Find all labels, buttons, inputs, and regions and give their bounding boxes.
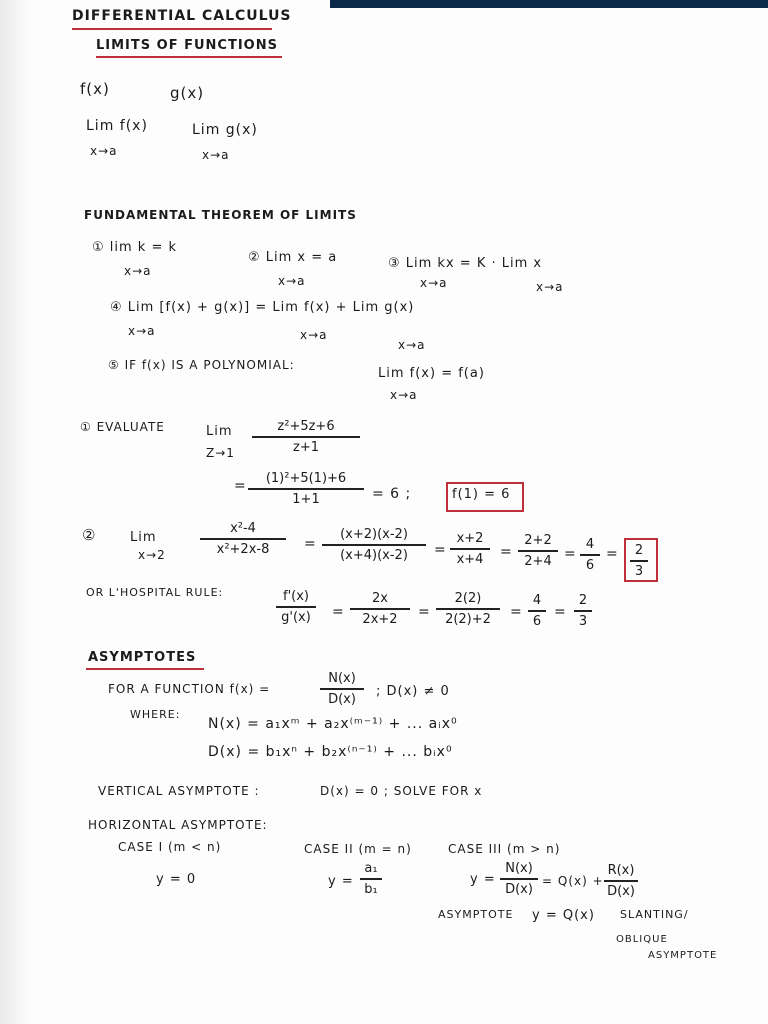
fraction-bar [350,608,410,610]
g-of-x: g(x) [170,84,205,102]
lh-den2: 2x+2 [362,611,398,627]
fraction-bar [528,610,546,612]
example-1-label: ① EVALUATE [80,420,165,434]
lh-num4: 4 [532,593,542,608]
case3-den2: D(x) [607,883,635,899]
case-2-label: CASE II (m = n) [304,842,412,856]
fraction-bar [450,548,490,550]
case-3-ratio [500,860,538,898]
case-3-label: CASE III (m > n) [448,842,561,856]
ex2-num2: (x+2)(x-2) [340,527,408,542]
ex2-boxed-den: 3 [634,563,644,579]
case2-den: b₁ [364,881,378,897]
example-1-fraction [252,418,360,456]
lh-den4: 6 [532,613,542,629]
page-title: DIFFERENTIAL CALCULUS [72,8,292,24]
page-edge-shadow [0,0,30,1024]
rule-4-sub-2: x→a [300,328,328,342]
ex2-eq1: = [304,536,317,552]
ex1-den: z+1 [293,439,319,455]
fraction-bar [574,610,592,612]
example-1-substituted [248,470,364,508]
asym-num: N(x) [328,671,356,686]
lim-f: Lim f(x) [86,118,148,134]
rule-1-sub: x→a [124,264,152,278]
fraction-bar [518,550,558,552]
ex2-num5: 4 [585,537,595,552]
ex2-eq2: = [434,542,447,558]
example-2-lim-sub: x→2 [138,548,166,562]
fraction-bar [200,538,286,540]
rule-3-sub-2: x→a [536,280,564,294]
theorem-heading: FUNDAMENTAL THEOREM OF LIMITS [84,208,357,222]
case2-num: a₁ [364,861,378,876]
fraction-bar [360,878,382,880]
page-subtitle: LIMITS OF FUNCTIONS [96,38,278,53]
asym-ratio [320,670,364,708]
fraction-bar [580,554,600,556]
lh-num3: 2(2) [454,591,482,606]
vertical-asymptote-rule: D(x) = 0 ; SOLVE FOR x [320,784,483,798]
case-2-lhs: y = [328,874,354,889]
lh-eq1: = [332,604,345,620]
asymptotes-heading: ASYMPTOTES [88,650,197,665]
case-2-ratio [360,860,382,898]
case-1-label: CASE I (m < n) [118,840,222,854]
title-underline [72,28,272,30]
asym-where: WHERE: [130,708,181,721]
lh-eq2: = [418,604,431,620]
lh-num2: 2x [372,591,388,606]
ex1-result: = 6 ; [372,486,412,502]
ex1-num: z²+5z+6 [277,419,335,434]
background-strip [330,0,768,8]
lim-g-sub: x→a [202,148,230,162]
lim-g: Lim g(x) [192,122,258,138]
asymptotes-underline [86,668,204,670]
fraction-bar [604,880,638,882]
ex2-num4: 2+2 [524,533,552,548]
ex2-den5: 6 [585,557,595,573]
ex1-eq: = [234,478,247,494]
case-1-result: y = 0 [156,872,197,887]
example-1-lim: Lim [206,424,233,439]
rule-4: ④ Lim [f(x) + g(x)] = Lim f(x) + Lim g(x) [110,300,415,315]
rule-5-result: Lim f(x) = f(a) [378,366,485,381]
fraction-bar [276,606,316,608]
rule-4-sub-1: x→a [128,324,156,338]
lhospital-derivatives [276,588,316,626]
lh-den5: 3 [578,613,588,629]
rule-2-sub: x→a [278,274,306,288]
slant-note-1: SLANTING/ [620,908,689,921]
slant-note-2: OBLIQUE [616,934,668,945]
subtitle-underline [96,56,282,58]
f-of-x: f(x) [80,80,110,98]
ex2-den4: 2+4 [524,553,552,569]
rule-5-sub: x→a [390,388,418,402]
fraction-bar [252,436,360,438]
asym-den: D(x) [328,691,356,707]
case-3-lhs: y = [470,872,496,887]
rule-4-sub-3: x→a [398,338,426,352]
slant-label: ASYMPTOTE [438,908,514,921]
lhospital-step-2 [436,590,500,628]
example-2-answer [630,542,648,580]
lhospital-result [574,592,592,630]
slant-note-3: ASYMPTOTE [648,950,718,961]
ex2-boxed-num: 2 [634,543,644,558]
fraction-bar [630,560,648,562]
rule-3: ③ Lim kx = K · Lim x [388,256,543,271]
slant-equation: y = Q(x) [532,908,595,923]
rule-5: ⑤ IF f(x) IS A POLYNOMIAL: [108,358,295,372]
rule-3-sub-1: x→a [420,276,448,290]
case-3-quotient: = Q(x) + [542,874,604,888]
example-2-plugged [518,532,558,570]
asym-condition: ; D(x) ≠ 0 [376,684,450,699]
lhospital-step-3 [528,592,546,630]
lh-num5: 2 [578,593,588,608]
example-1-lim-sub: Z→1 [206,446,235,460]
ex2-den: x²+2x-8 [216,541,270,557]
lh-den3: 2(2)+2 [445,611,491,627]
asym-function-def: FOR A FUNCTION f(x) = [108,682,271,696]
example-2-simplified [450,530,490,568]
example-2-factored [322,526,426,564]
fraction-bar [248,488,364,490]
case3-num2: R(x) [607,863,635,878]
fraction-bar [322,544,426,546]
horizontal-asymptote-label: HORIZONTAL ASYMPTOTE: [88,818,268,832]
example-2-lim: Lim [130,530,157,545]
lh-num1: f'(x) [283,589,309,604]
lhospital-label: OR L'HOSPITAL RULE: [86,586,224,599]
lh-den1: g'(x) [281,609,311,625]
rule-1: ① lim k = k [92,240,178,255]
vertical-asymptote-label: VERTICAL ASYMPTOTE : [98,784,260,798]
ex2-eq5: = [606,546,619,562]
ex2-den2: (x+4)(x-2) [340,547,408,563]
fraction-bar [436,608,500,610]
denominator-definition: D(x) = b₁xⁿ + b₂x⁽ⁿ⁻¹⁾ + ... bᵢx⁰ [208,744,453,760]
case-3-remainder [604,862,638,900]
example-2-fraction [200,520,286,558]
example-1-answer: f(1) = 6 [452,487,511,502]
numerator-definition: N(x) = a₁xᵐ + a₂x⁽ᵐ⁻¹⁾ + ... aᵢx⁰ [208,716,458,732]
case3-num: N(x) [505,861,533,876]
ex1-num2: (1)²+5(1)+6 [265,471,347,486]
ex2-num: x²-4 [230,521,256,536]
ex2-eq4: = [564,546,577,562]
rule-2: ② Lim x = a [248,250,338,265]
ex2-num3: x+2 [456,531,484,546]
fraction-bar [320,688,364,690]
lh-eq3: = [510,604,523,620]
ex1-den2: 1+1 [292,491,320,507]
lhospital-step-1 [350,590,410,628]
example-2-four-sixths [580,536,600,574]
fraction-bar [500,878,538,880]
lim-f-sub: x→a [90,144,118,158]
case3-den: D(x) [505,881,533,897]
ex2-den3: x+4 [456,551,484,567]
example-2-label: ② [82,526,97,544]
ex2-eq3: = [500,544,513,560]
lh-eq4: = [554,604,567,620]
